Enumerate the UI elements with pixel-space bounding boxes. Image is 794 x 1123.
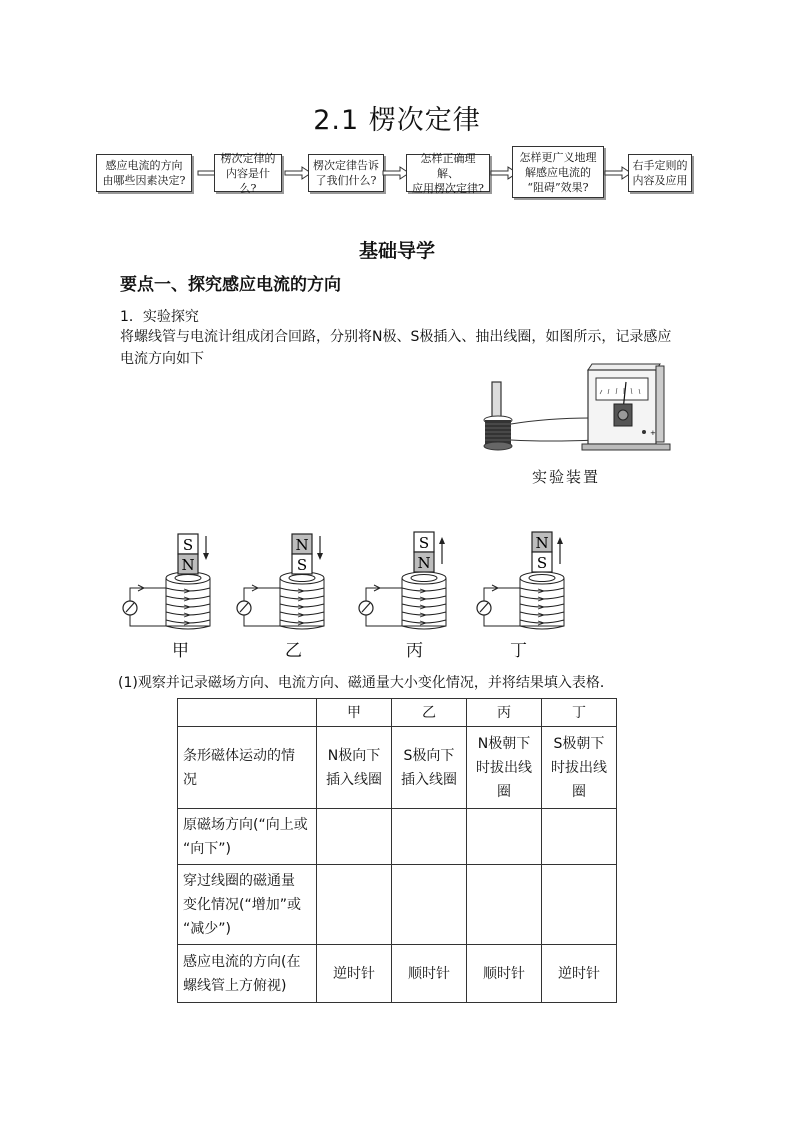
result-table [177,698,617,1003]
figure-label-ding: 丁 [510,641,527,661]
table-header-cell: 乙 [392,699,467,727]
table-cell-empty[interactable] [317,809,392,865]
motion-arrowhead [203,553,209,560]
table-cell-empty[interactable] [317,865,392,945]
apparatus-caption: 实验装置 [532,468,601,486]
magnet-bottom-label: S [536,554,548,572]
circuit-wire [366,588,402,602]
flow-step-5: 怎样更广义地理 解感应电流的 “阻碍”效果? [512,146,604,198]
table-header-cell: 丙 [467,699,542,727]
circuit-wire [366,614,402,626]
coil-experiments-figure [116,528,596,630]
coil-bore [175,575,201,582]
table-header-cell: 丁 [542,699,617,727]
flow-step-4: 怎样正确理解、 应用楞次定律? [406,154,490,192]
table-cell: S极朝下 时拔出线 圈 [542,727,617,809]
table-cell: N极朝下 时拔出线 圈 [467,727,542,809]
flow-step-1: 感应电流的方向 由哪些因素决定? [96,154,192,192]
row-label: 原磁场方向(“向上或 “向下”) [178,809,317,865]
coil-bore [529,575,555,582]
coil-body [402,578,446,626]
table-cell-empty[interactable] [542,865,617,945]
figure-label-jia: 甲 [172,641,189,661]
figure-label-yi: 乙 [285,641,302,661]
circuit-wire [130,588,166,602]
apparatus-figure [478,360,678,460]
table-cell: 顺时针 [467,945,542,1003]
flow-step-2: 楞次定律的 内容是什么? [214,154,282,192]
circuit-wire [484,614,520,626]
step-label: 1．实验探究 [120,309,199,325]
magnet-top-label: S [182,536,194,554]
magnet-bottom-label: S [296,556,308,574]
question-1: (1)观察并记录磁场方向、电流方向、磁通量大小变化情况，并将结果填入表格． [118,675,614,691]
row-label: 穿过线圈的磁通量 变化情况(“增加”或 “减少”) [178,865,317,945]
circuit-wire [130,614,166,626]
table-cell-empty[interactable] [467,865,542,945]
table-header-cell [178,699,317,727]
circuit-wire [244,588,280,602]
circuit-wire [484,588,520,602]
concept-flowchart [96,146,696,202]
coil-bore [289,575,315,582]
circuit-wire [244,614,280,626]
magnet-top-label: S [418,534,430,552]
motion-arrowhead [439,537,445,544]
section-title: 基础导学 [358,240,435,262]
table-cell-empty[interactable] [392,809,467,865]
table-cell: 逆时针 [542,945,617,1003]
coil-body [520,578,564,626]
table-cell: 顺时针 [392,945,467,1003]
coil-body [166,578,210,626]
intro-line-1: 将螺线管与电流计组成闭合回路，分别将N极、S极插入、抽出线圈，如图所示，记录感应 [120,329,672,345]
coil-body [280,578,324,626]
table-header-cell: 甲 [317,699,392,727]
intro-line-2: 电流方向如下 [120,351,204,367]
svg-text:+: + [650,429,656,437]
subsection-title: 要点一、探究感应电流的方向 [120,275,341,295]
table-cell-empty[interactable] [467,809,542,865]
flow-step-6: 右手定则的 内容及应用 [628,154,692,192]
table-cell: 逆时针 [317,945,392,1003]
table-cell: S极向下 插入线圈 [392,727,467,809]
table-cell-empty[interactable] [392,865,467,945]
table-row [178,809,617,865]
table-header-row [178,699,617,727]
magnet-bottom-label: N [181,556,195,574]
flow-step-3: 楞次定律告诉 了我们什么? [308,154,384,192]
table-cell: N极向下 插入线圈 [317,727,392,809]
table-cell-empty[interactable] [542,809,617,865]
table-row [178,865,617,945]
magnet-top-label: N [295,536,309,554]
magnet-top-label: N [535,534,549,552]
coil-bore [411,575,437,582]
motion-arrowhead [317,553,323,560]
page-title: 2.1 楞次定律 [313,105,481,136]
figure-label-bing: 丙 [406,641,423,661]
motion-arrowhead [557,537,563,544]
magnet-bottom-label: N [417,554,431,572]
table-row [178,727,617,809]
table-row [178,945,617,1003]
row-label: 感应电流的方向(在 螺线管上方俯视) [178,945,317,1003]
row-label: 条形磁体运动的情 况 [178,727,317,809]
